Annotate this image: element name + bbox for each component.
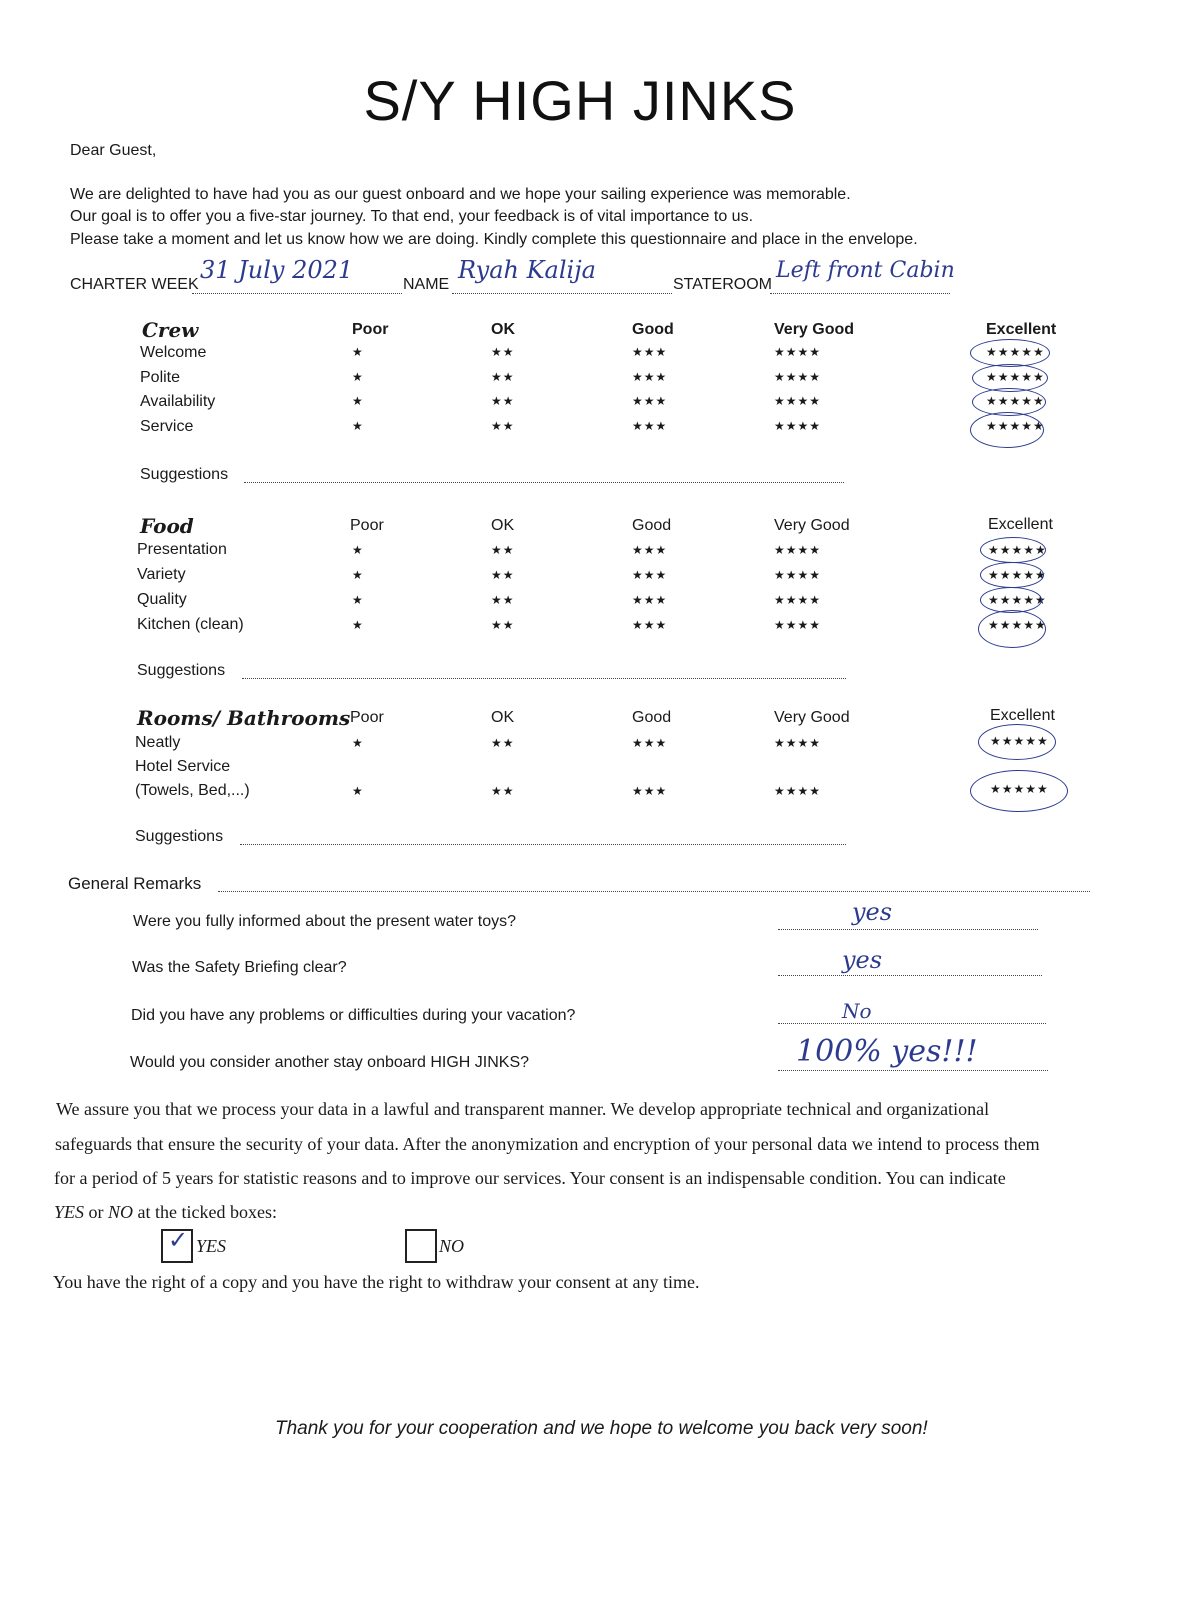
star-poor[interactable]: ★ xyxy=(352,419,364,433)
star-ok[interactable]: ★★ xyxy=(491,419,515,433)
row-label-quality: Quality xyxy=(137,591,187,608)
salutation: Dear Guest, xyxy=(70,142,157,159)
star-very-good[interactable]: ★★★★ xyxy=(774,394,822,408)
star-ok[interactable]: ★★ xyxy=(491,736,515,750)
stateroom-label: STATEROOM xyxy=(673,276,772,293)
section-title-food: Food xyxy=(140,514,194,538)
star-very-good[interactable]: ★★★★ xyxy=(774,345,822,359)
star-very-good[interactable]: ★★★★ xyxy=(774,370,822,384)
star-excellent[interactable]: ★★★★★ xyxy=(990,782,1049,796)
col-good: Good xyxy=(632,321,674,338)
selection-circle xyxy=(980,562,1044,588)
star-good[interactable]: ★★★ xyxy=(632,345,668,359)
star-good[interactable]: ★★★ xyxy=(632,736,668,750)
general-remarks-label: General Remarks xyxy=(68,874,202,893)
intro-line-2: Our goal is to offer you a five-star journey. To that end, your feedback is of vital importance to us. xyxy=(70,208,754,225)
check-mark-icon: ✓ xyxy=(168,1227,189,1254)
privacy-yes-word: YES xyxy=(54,1202,85,1222)
star-poor[interactable]: ★ xyxy=(352,568,364,582)
answer-water-toys[interactable]: yes xyxy=(852,898,893,926)
answer-problems[interactable]: No xyxy=(842,999,872,1023)
star-ok[interactable]: ★★ xyxy=(491,784,515,798)
row-label-service: Service xyxy=(140,418,194,435)
col-excellent: Excellent xyxy=(988,516,1053,533)
answer-line xyxy=(778,929,1038,930)
star-ok[interactable]: ★★ xyxy=(491,593,515,607)
col-poor: Poor xyxy=(350,517,384,534)
privacy-line-4 xyxy=(54,1202,277,1223)
suggestions-line-crew[interactable] xyxy=(244,482,844,483)
row-label-presentation: Presentation xyxy=(137,541,227,558)
document-title: S/Y HIGH JINKS xyxy=(363,69,797,132)
star-good[interactable]: ★★★ xyxy=(632,394,668,408)
star-poor[interactable]: ★ xyxy=(352,345,364,359)
star-ok[interactable]: ★★ xyxy=(491,370,515,384)
intro-line-3: Please take a moment and let us know how we are doing. Kindly complete this questionnaire and place in the envelope. xyxy=(70,231,918,248)
selection-circle xyxy=(978,610,1046,648)
privacy-rest: at the ticked boxes: xyxy=(133,1202,277,1222)
answer-line xyxy=(778,1023,1046,1024)
answer-line xyxy=(778,975,1042,976)
selection-circle xyxy=(970,412,1044,448)
intro-line-1: We are delighted to have had you as our guest onboard and we hope your sailing experience was memorable. xyxy=(70,186,851,203)
star-ok[interactable]: ★★ xyxy=(491,345,515,359)
stateroom-value[interactable]: Left front Cabin xyxy=(776,258,955,283)
star-excellent[interactable]: ★★★★★ xyxy=(990,734,1049,748)
selection-circle xyxy=(978,724,1056,760)
section-title-rooms: Rooms/ Bathrooms xyxy=(137,706,351,730)
selection-circle xyxy=(970,339,1050,367)
star-very-good[interactable]: ★★★★ xyxy=(774,736,822,750)
star-good[interactable]: ★★★ xyxy=(632,593,668,607)
closing-message: Thank you for your cooperation and we hope to welcome you back very soon! xyxy=(275,1418,928,1439)
selection-circle xyxy=(970,770,1068,812)
star-excellent[interactable]: ★★★★★ xyxy=(988,593,1047,607)
charter-week-line xyxy=(192,293,402,294)
row-label-polite: Polite xyxy=(140,369,181,386)
star-very-good[interactable]: ★★★★ xyxy=(774,419,822,433)
answer-another-stay[interactable]: 100% yes!!! xyxy=(796,1034,978,1069)
star-poor[interactable]: ★ xyxy=(352,394,364,408)
star-very-good[interactable]: ★★★★ xyxy=(774,543,822,557)
consent-no-checkbox[interactable] xyxy=(405,1229,437,1263)
star-ok[interactable]: ★★ xyxy=(491,394,515,408)
question-water-toys: Were you fully informed about the present water toys? xyxy=(133,913,517,930)
star-poor[interactable]: ★ xyxy=(352,543,364,557)
row-label-variety: Variety xyxy=(137,566,186,583)
privacy-no-word: NO xyxy=(108,1202,134,1222)
star-very-good[interactable]: ★★★★ xyxy=(774,568,822,582)
suggestions-label-rooms: Suggestions xyxy=(135,828,224,845)
star-excellent[interactable]: ★★★★★ xyxy=(986,394,1045,408)
col-ok: OK xyxy=(491,321,515,338)
rights-statement: You have the right of a copy and you have the right to withdraw your consent at any time. xyxy=(53,1272,700,1292)
charter-week-value[interactable]: 31 July 2021 xyxy=(200,256,354,284)
star-excellent[interactable]: ★★★★★ xyxy=(986,370,1045,384)
star-poor[interactable]: ★ xyxy=(352,593,364,607)
star-poor[interactable]: ★ xyxy=(352,618,364,632)
col-excellent: Excellent xyxy=(990,707,1055,724)
row-label-welcome: Welcome xyxy=(140,344,207,361)
name-label: NAME xyxy=(403,276,450,293)
name-value[interactable]: Ryah Kalija xyxy=(458,256,596,284)
star-poor[interactable]: ★ xyxy=(352,784,364,798)
col-very-good: Very Good xyxy=(774,321,855,338)
question-safety-briefing: Was the Safety Briefing clear? xyxy=(132,959,347,976)
selection-circle xyxy=(980,537,1046,563)
consent-yes-label: YES xyxy=(196,1236,227,1256)
star-excellent[interactable]: ★★★★★ xyxy=(988,543,1047,557)
star-good[interactable]: ★★★ xyxy=(632,419,668,433)
col-very-good: Very Good xyxy=(774,709,850,726)
col-poor: Poor xyxy=(352,321,389,338)
privacy-or-word: or xyxy=(84,1202,109,1222)
star-very-good[interactable]: ★★★★ xyxy=(774,784,822,798)
star-excellent[interactable]: ★★★★★ xyxy=(988,618,1047,632)
star-excellent[interactable]: ★★★★★ xyxy=(986,419,1045,433)
col-ok: OK xyxy=(491,709,515,726)
star-poor[interactable]: ★ xyxy=(352,736,364,750)
star-excellent[interactable]: ★★★★★ xyxy=(988,568,1047,582)
star-ok[interactable]: ★★ xyxy=(491,618,515,632)
col-good: Good xyxy=(632,517,672,534)
suggestions-line-rooms[interactable] xyxy=(240,844,846,845)
privacy-line-3: for a period of 5 years for statistic reasons and to improve our services. Your consent is an indispensable condition. You can indicate xyxy=(54,1168,1006,1188)
row-label-hotel-service: Hotel Service xyxy=(135,758,231,775)
stateroom-line xyxy=(770,293,950,294)
star-good[interactable]: ★★★ xyxy=(632,784,668,798)
answer-line xyxy=(778,1070,1048,1071)
col-ok: OK xyxy=(491,517,515,534)
star-good[interactable]: ★★★ xyxy=(632,370,668,384)
star-good[interactable]: ★★★ xyxy=(632,618,668,632)
col-excellent: Excellent xyxy=(986,321,1057,338)
star-ok[interactable]: ★★ xyxy=(491,543,515,557)
col-poor: Poor xyxy=(350,709,384,726)
star-very-good[interactable]: ★★★★ xyxy=(774,618,822,632)
answer-safety-briefing[interactable]: yes xyxy=(842,946,883,974)
question-problems: Did you have any problems or difficulties during your vacation? xyxy=(131,1007,576,1024)
star-excellent[interactable]: ★★★★★ xyxy=(986,345,1045,359)
suggestions-label-food: Suggestions xyxy=(137,662,226,679)
row-label-kitchen: Kitchen (clean) xyxy=(137,616,244,633)
col-very-good: Very Good xyxy=(774,517,850,534)
star-good[interactable]: ★★★ xyxy=(632,568,668,582)
suggestions-line-food[interactable] xyxy=(242,678,846,679)
charter-week-label: CHARTER WEEK xyxy=(70,276,199,293)
star-poor[interactable]: ★ xyxy=(352,370,364,384)
suggestions-label-crew: Suggestions xyxy=(140,466,229,483)
row-label-availability: Availability xyxy=(140,393,216,410)
privacy-line-2: safeguards that ensure the security of your data. After the anonymization and encryption of your personal data we intend to process them xyxy=(55,1134,1040,1154)
star-very-good[interactable]: ★★★★ xyxy=(774,593,822,607)
question-another-stay: Would you consider another stay onboard HIGH JINKS? xyxy=(130,1054,530,1071)
name-line xyxy=(452,293,672,294)
general-remarks-line[interactable] xyxy=(218,891,1090,892)
col-good: Good xyxy=(632,709,672,726)
row-label-neatly: Neatly xyxy=(135,734,181,751)
row-label-hotel-service-detail: (Towels, Bed,...) xyxy=(135,782,250,799)
consent-no-label: NO xyxy=(439,1236,465,1256)
star-good[interactable]: ★★★ xyxy=(632,543,668,557)
section-title-crew: Crew xyxy=(142,318,199,342)
star-ok[interactable]: ★★ xyxy=(491,568,515,582)
privacy-line-1: We assure you that we process your data in a lawful and transparent manner. We develop appropriate technical and organizational xyxy=(56,1099,990,1119)
